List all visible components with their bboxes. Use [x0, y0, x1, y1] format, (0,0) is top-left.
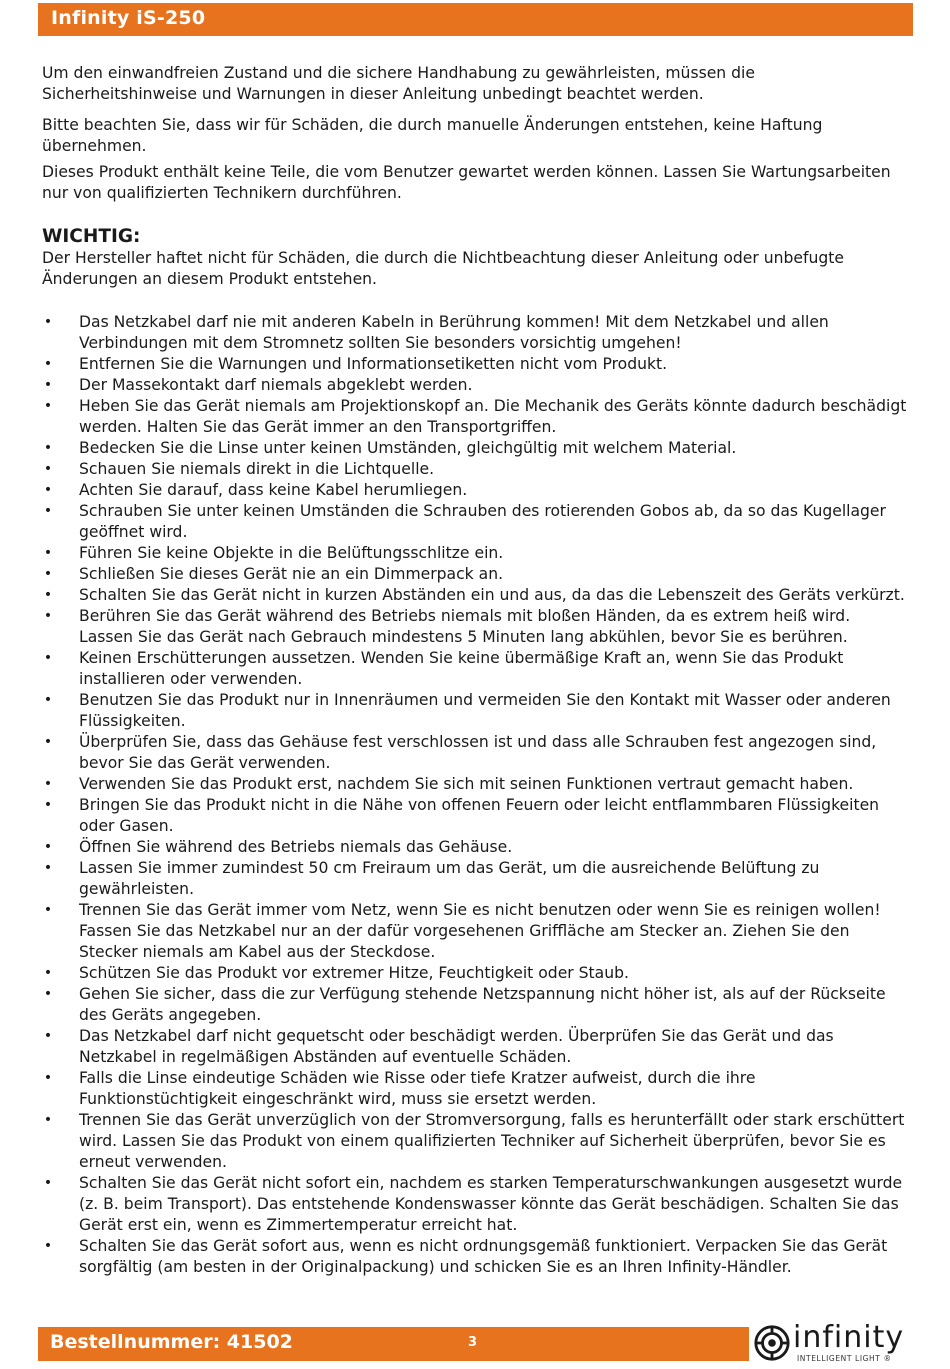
- bullet-icon: •: [43, 1112, 53, 1128]
- bullet-icon: •: [43, 503, 53, 519]
- bullet-item: [42, 795, 908, 837]
- bullet-item: [42, 480, 908, 501]
- infinity-logo-icon: [753, 1324, 791, 1362]
- bullet-icon: •: [43, 461, 53, 477]
- page-number: 3: [468, 1335, 478, 1350]
- bullet-item: [42, 1068, 908, 1110]
- bullet-icon: •: [43, 545, 53, 561]
- bullet-text: Das Netzkabel darf nie mit anderen Kabeln in Berührung kommen! Mit dem Netzkabel und allen Verbindungen mit dem Stromnetz sollten Sie besonders vorsichtig umgehen!: [79, 313, 829, 352]
- bullet-text: Gehen Sie sicher, dass die zur Verfügung stehende Netzspannung nicht höher ist, als auf der Rückseite des Geräts angegeben.: [79, 985, 886, 1024]
- bullet-icon: •: [43, 1238, 53, 1254]
- bullet-icon: •: [43, 398, 53, 414]
- bullet-icon: •: [43, 440, 53, 456]
- bullet-text: Schützen Sie das Produkt vor extremer Hitze, Feuchtigkeit oder Staub.: [79, 964, 629, 982]
- bullet-icon: •: [43, 860, 53, 876]
- bullet-icon: •: [43, 734, 53, 750]
- bullet-item: [42, 543, 908, 564]
- bullet-item: [42, 900, 908, 963]
- bullet-item: [42, 438, 908, 459]
- bullet-icon: •: [43, 692, 53, 708]
- document-title: Infinity iS-250: [51, 7, 206, 29]
- page-content: [42, 63, 908, 1278]
- safety-bullet-list: [42, 312, 908, 1278]
- bullet-icon: •: [43, 650, 53, 666]
- bullet-icon: •: [43, 839, 53, 855]
- bullet-text: Der Massekontakt darf niemals abgeklebt werden.: [79, 376, 473, 394]
- bullet-icon: •: [43, 965, 53, 981]
- important-heading: WICHTIG:: [42, 226, 141, 247]
- important-paragraph: Der Hersteller haftet nicht für Schäden, die durch die Nichtbeachtung dieser Anleitung oder unbefugte Änderungen an diesem Produkt entstehen.: [42, 249, 845, 288]
- intro-paragraph-3: Dieses Produkt enthält keine Teile, die vom Benutzer gewartet werden können. Lassen Sie Wartungsarbeiten nur von qualifizierten Technikern durchführen.: [42, 163, 891, 202]
- bullet-item: [42, 732, 908, 774]
- bullet-text: Schließen Sie dieses Gerät nie an ein Dimmerpack an.: [79, 565, 504, 583]
- bullet-text: Keinen Erschütterungen aussetzen. Wenden Sie keine übermäßige Kraft an, wenn Sie das Produkt installieren oder verwenden.: [79, 649, 844, 688]
- bullet-text: Achten Sie darauf, dass keine Kabel herumliegen.: [79, 481, 468, 499]
- bullet-icon: •: [43, 482, 53, 498]
- bullet-item: [42, 501, 908, 543]
- bullet-icon: •: [43, 314, 53, 330]
- bullet-text: Schalten Sie das Gerät nicht sofort ein, nachdem es starken Temperaturschwankungen ausgesetzt wurde (z. B. beim Transport). Das entstehende Kondenswasser könnte das Gerät beschädigen. Schalten Sie das Gerät erst ein, wenn es Zimmertemperatur erreicht hat.: [79, 1174, 903, 1234]
- bullet-item: [42, 396, 908, 438]
- bullet-text: Verwenden Sie das Produkt erst, nachdem Sie sich mit seinen Funktionen vertraut gemacht haben.: [79, 775, 854, 793]
- bullet-text: Heben Sie das Gerät niemals am Projektionskopf an. Die Mechanik des Geräts könnte dadurch beschädigt werden. Halten Sie das Gerät immer an den Transportgriffen.: [79, 397, 907, 436]
- bullet-icon: •: [43, 587, 53, 603]
- bullet-icon: •: [43, 1175, 53, 1191]
- bullet-text: Bringen Sie das Produkt nicht in die Nähe von offenen Feuern oder leicht entflammbaren Flüssigkeiten oder Gasen.: [79, 796, 880, 835]
- bullet-text: Benutzen Sie das Produkt nur in Innenräumen und vermeiden Sie den Kontakt mit Wasser oder anderen Flüssigkeiten.: [79, 691, 891, 730]
- bullet-text: Überprüfen Sie, dass das Gehäuse fest verschlossen ist und dass alle Schrauben fest angezogen sind, bevor Sie das Gerät verwenden.: [79, 733, 877, 772]
- bullet-item: [42, 690, 908, 732]
- bullet-icon: •: [43, 608, 53, 624]
- bullet-text: Schauen Sie niemals direkt in die Lichtquelle.: [79, 460, 435, 478]
- bullet-text: Schalten Sie das Gerät nicht in kurzen Abständen ein und aus, da das die Lebenszeit des Geräts verkürzt.: [79, 586, 905, 604]
- bullet-text: Das Netzkabel darf nicht gequetscht oder beschädigt werden. Überprüfen Sie das Gerät und das Netzkabel in regelmäßigen Abständen auf eventuelle Schäden.: [79, 1027, 834, 1066]
- intro-paragraph-1: Um den einwandfreien Zustand und die sichere Handhabung zu gewährleisten, müssen die Sicherheitshinweise und Warnungen in dieser Anleitung unbedingt beachtet werden.: [42, 64, 755, 103]
- bullet-item: [42, 1173, 908, 1236]
- bullet-item: [42, 564, 908, 585]
- bullet-item: [42, 585, 908, 606]
- bullet-text: Lassen Sie immer zumindest 50 cm Freiraum um das Gerät, um die ausreichende Belüftung zu gewährleisten.: [79, 859, 820, 898]
- header-bar: [38, 3, 913, 36]
- bullet-icon: •: [43, 1028, 53, 1044]
- bullet-icon: •: [43, 797, 53, 813]
- bullet-icon: •: [43, 377, 53, 393]
- bullet-text: Schalten Sie das Gerät sofort aus, wenn es nicht ordnungsgemäß funktioniert. Verpacken Sie das Gerät sorgfältig (am besten in der Originalpackung) und schicken Sie es an Ihren Infinity-Händler.: [79, 1237, 888, 1276]
- bullet-item: [42, 837, 908, 858]
- logo-subtitle: INTELLIGENT LIGHT ®: [797, 1354, 892, 1363]
- brand-logo: [749, 1322, 934, 1366]
- bullet-text: Trennen Sie das Gerät unverzüglich von der Stromversorgung, falls es herunterfällt oder stark erschüttert wird. Lassen Sie das Produkt von einem qualifizierten Techniker auf Sicherheit überprüfen, bevor Sie es erneut verwenden.: [79, 1111, 905, 1171]
- bullet-item: [42, 648, 908, 690]
- logo-wordmark: infinity: [793, 1320, 905, 1355]
- bullet-item: [42, 963, 908, 984]
- bullet-icon: •: [43, 356, 53, 372]
- bullet-text: Öffnen Sie während des Betriebs niemals das Gehäuse.: [79, 838, 513, 856]
- intro-paragraph-2: Bitte beachten Sie, dass wir für Schäden, die durch manuelle Änderungen entstehen, keine Haftung übernehmen.: [42, 116, 823, 155]
- bullet-item: [42, 1026, 908, 1068]
- bullet-item: [42, 354, 908, 375]
- bullet-item: [42, 858, 908, 900]
- bullet-item: [42, 606, 908, 648]
- bullet-item: [42, 774, 908, 795]
- bullet-icon: •: [43, 902, 53, 918]
- bullet-text: Trennen Sie das Gerät immer vom Netz, wenn Sie es nicht benutzen oder wenn Sie es reinigen wollen! Fassen Sie das Netzkabel nur an der dafür vorgesehenen Griffläche am Stecker an. Ziehen Sie den Stecker niemals am Kabel aus der Steckdose.: [79, 901, 881, 961]
- bullet-item: [42, 1236, 908, 1278]
- bullet-icon: •: [43, 776, 53, 792]
- bullet-text: Falls die Linse eindeutige Schäden wie Risse oder tiefe Kratzer aufweist, durch die ihre Funktionstüchtigkeit eingeschränkt wird, muss sie ersetzt werden.: [79, 1069, 756, 1108]
- bullet-item: [42, 459, 908, 480]
- bullet-item: [42, 375, 908, 396]
- order-number: Bestellnummer: 41502: [50, 1331, 293, 1353]
- bullet-item: [42, 1110, 908, 1173]
- bullet-icon: •: [43, 566, 53, 582]
- bullet-text: Entfernen Sie die Warnungen und Informationsetiketten nicht vom Produkt.: [79, 355, 668, 373]
- bullet-text: Bedecken Sie die Linse unter keinen Umständen, gleichgültig mit welchem Material.: [79, 439, 737, 457]
- bullet-text: Führen Sie keine Objekte in die Belüftungsschlitze ein.: [79, 544, 504, 562]
- bullet-item: [42, 312, 908, 354]
- bullet-icon: •: [43, 986, 53, 1002]
- bullet-item: [42, 984, 908, 1026]
- bullet-text: Berühren Sie das Gerät während des Betriebs niemals mit bloßen Händen, da es extrem heiß wird. Lassen Sie das Gerät nach Gebrauch mindestens 5 Minuten lang abkühlen, bevor Sie es berühren.: [79, 607, 851, 646]
- bullet-text: Schrauben Sie unter keinen Umständen die Schrauben des rotierenden Gobos ab, da so das Kugellager geöffnet wird.: [79, 502, 886, 541]
- bullet-icon: •: [43, 1070, 53, 1086]
